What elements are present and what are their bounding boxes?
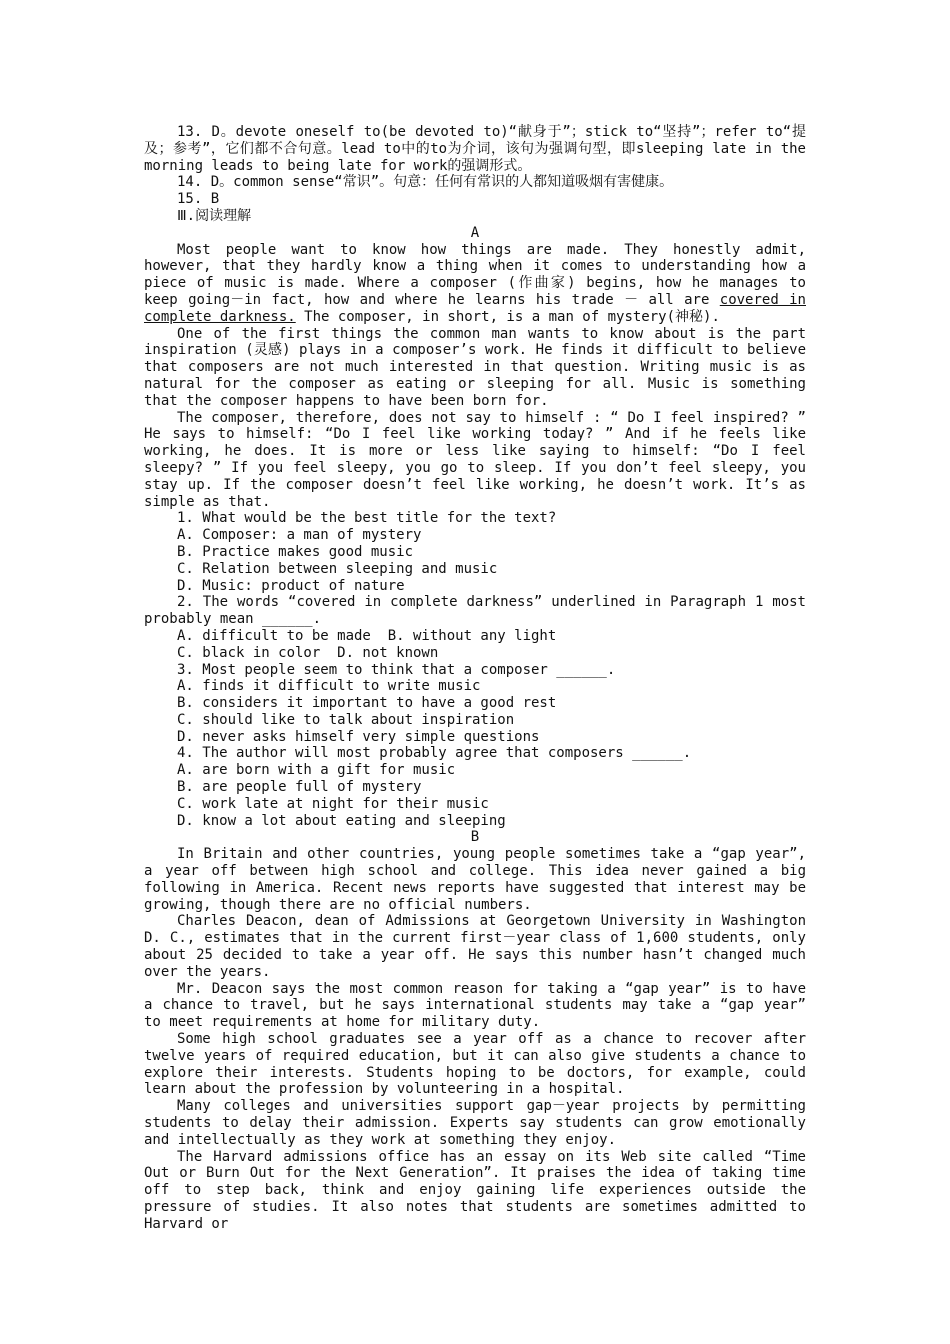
p1-text-after: The composer, in short, is a man of mystery(神秘). xyxy=(295,308,720,325)
passage-a-paragraph-1 xyxy=(144,242,806,326)
question-4-stem: 4. The author will most probably agree that composers ______. xyxy=(177,745,692,762)
passage-a-label: A xyxy=(470,224,480,241)
question-4-option-d: D. know a lot about eating and sleeping xyxy=(177,812,506,829)
passage-b-paragraph-6: The Harvard admissions office has an essay on its Web site called “Time Out or Burn Out for the Next Generation”. It praises the idea of taking time off to step back, think and enjoy gaining life experiences outside the pressure of studies. It also notes that students are sometimes admitted to Harvard or xyxy=(144,1148,806,1232)
section-heading: Ⅲ.阅读理解 xyxy=(177,207,252,224)
question-3-option-a: A. finds it difficult to write music xyxy=(177,678,481,695)
passage-b-paragraph-3: Mr. Deacon says the most common reason for taking a “gap year” is to have a chance to travel, but he says international students may take a “gap year” to meet requirements at home for military duty. xyxy=(144,980,806,1031)
question-3-option-c: C. should like to talk about inspiration xyxy=(177,711,515,728)
passage-b-paragraph-1: In Britain and other countries, young people sometimes take a “gap year”, a year off between high school and college. This idea never gained a big following in America. Recent news reports have suggested that interest may be growing, though there are no official numbers. xyxy=(144,846,806,913)
answer-15: 15. B xyxy=(177,191,220,208)
question-1-option-a: A. Composer: a man of mystery xyxy=(177,527,422,544)
passage-b-paragraph-5: Many colleges and universities support gap－year projects by permitting students to delay their admission. Experts say students can grow emotionally and intellectually as they work at something they enjoy. xyxy=(144,1098,806,1148)
answer-13: 13. D。devote oneself to(be devoted to)“献身于”；stick to“坚持”；refer to“提及；参考”，它们都不合句意。lead to中的to为介词，该句为强调句型，即sleeping late in the morning leads to being late for work的强调形式。 xyxy=(144,124,806,174)
passage-a-paragraph-2: One of the first things the common man wants to know about is the part inspiration (灵感) plays in a composer’s work. He finds it difficult to believe that composers are not much interested in that question. Writing music is as natural for the composer as eating or sleeping for all. Music is something that the composer happens to have been born for. xyxy=(144,325,806,409)
document-page xyxy=(144,124,806,1233)
question-3-option-d: D. never asks himself very simple questions xyxy=(177,728,540,745)
question-1-option-d: D. Music: product of nature xyxy=(177,577,405,594)
question-1-option-c: C. Relation between sleeping and music xyxy=(177,560,498,577)
question-3-stem: 3. Most people seem to think that a composer ______. xyxy=(177,661,616,678)
question-2-stem: 2. The words “covered in complete darkness” underlined in Paragraph 1 most probably mean ______. xyxy=(144,594,806,628)
passage-b-paragraph-4: Some high school graduates see a year off as a chance to recover after twelve years of required education, but it can also give students a chance to explore their interests. Students hoping to be doctors, for example, could learn about the profession by volunteering in a hospital. xyxy=(144,1031,806,1098)
passage-b-paragraph-2: Charles Deacon, dean of Admissions at Georgetown University in Washington D. C., estimates that in the current first－year class of 1,600 students, only about 25 decided to take a year off. He says this number hasn’t changed much over the years. xyxy=(144,913,806,980)
passage-a-paragraph-3: The composer, therefore, does not say to himself : “ Do I feel inspired? ” He says to himself: “Do I feel like working today? ” And if he feels like working, he does. It is more or less like saying to himself: “Do I feel sleepy? ” If you feel sleepy, you go to sleep. If you don’t feel sleepy, you stay up. If the composer doesn’t feel like working, he doesn’t work. It’s as simple as that. xyxy=(144,409,806,510)
question-1-stem: 1. What would be the best title for the text? xyxy=(177,510,557,527)
underlined-phrase: covered in complete darkness. xyxy=(144,291,806,325)
question-4-option-a: A. are born with a gift for music xyxy=(177,762,456,779)
passage-b-label: B xyxy=(470,829,480,846)
question-4-option-b: B. are people full of mystery xyxy=(177,779,422,796)
question-3-option-b: B. considers it important to have a good rest xyxy=(177,695,557,712)
question-2-options-ab: A. difficult to be made B. without any light xyxy=(177,627,557,644)
p1-text-before: Most people want to know how things are made. They honestly admit, however, that they hardly know a thing when it comes to understanding how a piece of music is made. Where a composer (作曲家) begins, how he manages to keep going－in fact, how and where he learns his trade － all are xyxy=(144,241,806,308)
question-4-option-c: C. work late at night for their music xyxy=(177,795,489,812)
question-2-options-cd: C. black in color D. not known xyxy=(177,644,439,661)
answer-14: 14. D。common sense“常识”。句意：任何有常识的人都知道吸烟有害健康。 xyxy=(177,174,674,191)
question-1-option-b: B. Practice makes good music xyxy=(177,543,414,560)
